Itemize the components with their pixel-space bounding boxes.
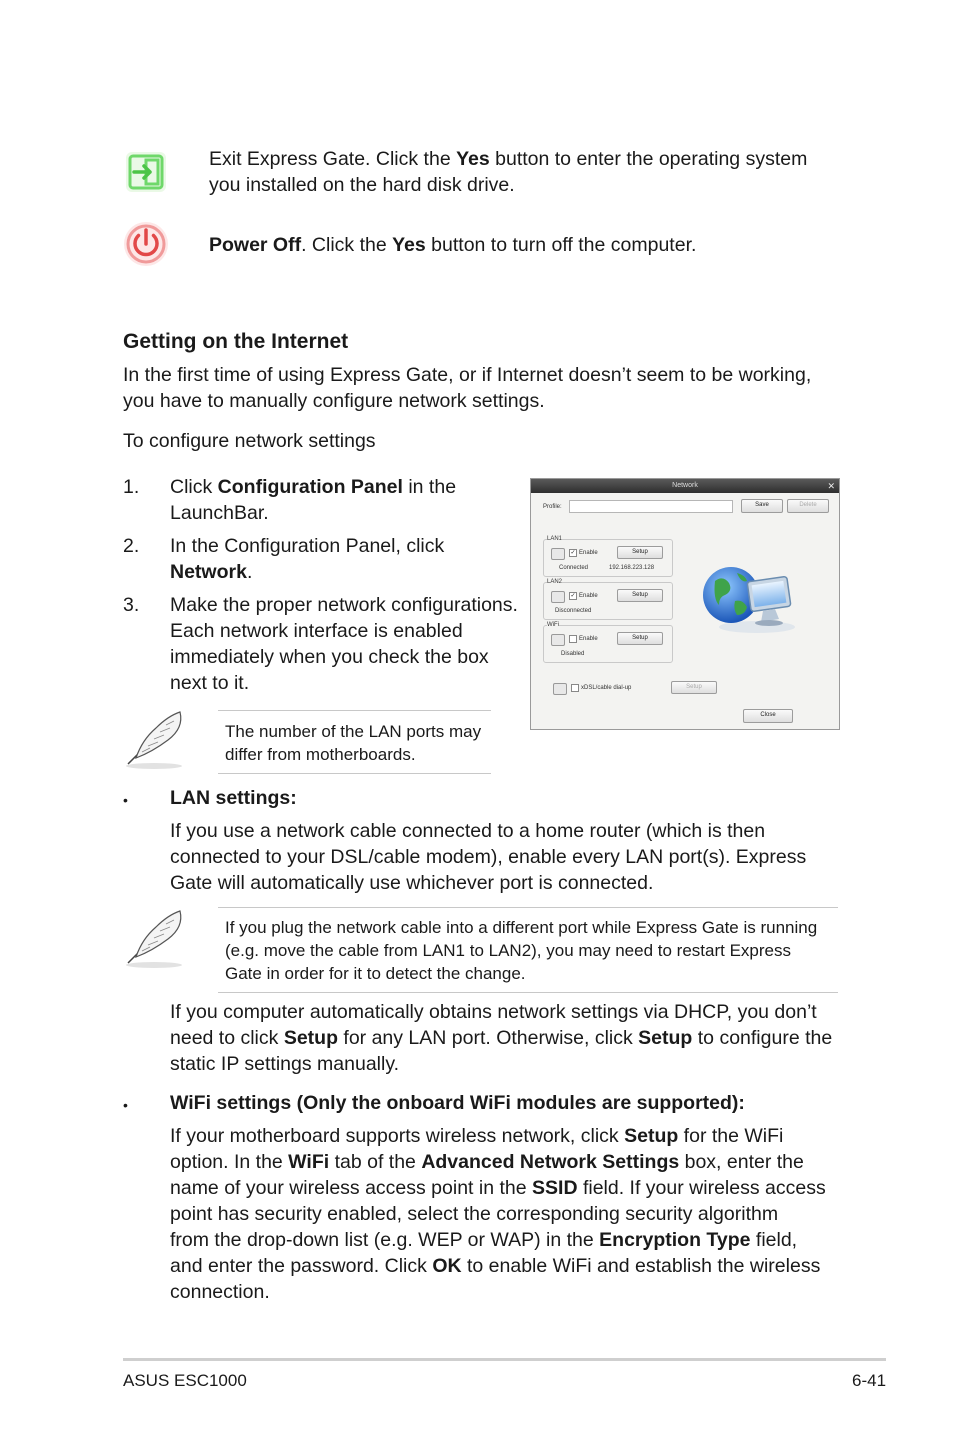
note-text: differ from motherboards. <box>225 745 416 764</box>
lan2-label: LAN2 <box>547 579 563 585</box>
power-off-icon <box>122 220 170 268</box>
lan-paragraph: connected to your DSL/cable modem), enable every LAN port(s). Express <box>170 846 807 868</box>
network-port-icon <box>551 591 565 603</box>
power-off-description: Power Off. Click the Yes button to turn off the computer. <box>209 234 697 256</box>
dsl-setup-button[interactable]: Setup <box>671 681 717 694</box>
configure-heading: To configure network settings <box>123 430 376 452</box>
note-feather-icon <box>122 706 186 772</box>
note-bottom-rule <box>218 992 838 993</box>
wifi-paragraph: If your motherboard supports wireless network, click Setup for the WiFi <box>170 1125 784 1147</box>
lan2-enable-label: Enable <box>579 593 598 599</box>
lan1-enable-label: Enable <box>579 550 598 556</box>
dsl-enable-checkbox[interactable] <box>571 684 579 692</box>
bullet: • <box>123 792 128 808</box>
note-top-rule <box>218 710 491 711</box>
exit-description: Exit Express Gate. Click the Yes button to enter the operating system <box>209 148 808 170</box>
dhcp-paragraph: If you computer automatically obtains network settings via DHCP, you don’t <box>170 1001 817 1023</box>
step-text: Each network interface is enabled <box>170 620 463 642</box>
wifi-paragraph: and enter the password. Click OK to enable WiFi and establish the wireless <box>170 1255 821 1277</box>
lan-paragraph: Gate will automatically use whichever port is connected. <box>170 872 654 894</box>
profile-label: Profile: <box>543 504 562 510</box>
step-text: Make the proper network configurations. <box>170 594 518 616</box>
wifi-paragraph: connection. <box>170 1281 270 1303</box>
exit-express-gate-icon <box>124 150 168 194</box>
network-port-icon <box>551 548 565 560</box>
wifi-paragraph: option. In the WiFi tab of the Advanced Network Settings box, enter the <box>170 1151 804 1173</box>
lan2-enable-checkbox[interactable]: ✓ <box>570 593 576 599</box>
close-button[interactable]: Close <box>743 709 793 723</box>
dsl-label: xDSL/cable dial-up <box>581 685 632 691</box>
wifi-status: Disabled <box>561 651 585 657</box>
lan2-setup-button[interactable]: Setup <box>617 589 663 602</box>
footer-page-number: 6-41 <box>852 1371 887 1390</box>
profile-select[interactable] <box>569 500 733 513</box>
intro-paragraph-line2: you have to manually configure network settings. <box>123 390 545 412</box>
lan2-status: Disconnected <box>555 608 592 614</box>
wifi-enable-checkbox[interactable] <box>569 635 577 643</box>
wifi-paragraph: point has security enabled, select the corresponding security algorithm <box>170 1203 779 1225</box>
dhcp-paragraph: need to click Setup for any LAN port. Otherwise, click Setup to configure the <box>170 1027 833 1049</box>
step-number: 3. <box>123 594 140 616</box>
note-top-rule <box>218 907 838 908</box>
section-title: Getting on the Internet <box>123 330 349 353</box>
wifi-paragraph: name of your wireless access point in the SSID field. If your wireless access <box>170 1177 826 1199</box>
network-window-screenshot <box>530 478 840 730</box>
step-text: immediately when you check the box <box>170 646 489 668</box>
lan1-status: Connected <box>559 565 589 571</box>
note-text: The number of the LAN ports may <box>225 722 482 741</box>
lan1-enable-checkbox[interactable]: ✓ <box>570 550 576 556</box>
exit-description-line2: you installed on the hard disk drive. <box>209 174 515 196</box>
network-globe-icon <box>697 557 797 637</box>
bullet: • <box>123 1097 128 1113</box>
wifi-settings-heading: WiFi settings (Only the onboard WiFi modules are supported): <box>170 1092 745 1114</box>
lan1-ip: 192.168.223.128 <box>609 565 655 571</box>
note-text: Gate in order for it to detect the change. <box>225 964 526 983</box>
delete-button[interactable]: Delete <box>787 499 829 513</box>
dhcp-paragraph: static IP settings manually. <box>170 1053 400 1075</box>
step-text: Click Configuration Panel in the <box>170 476 457 498</box>
note-feather-icon <box>122 905 186 971</box>
lan-settings-heading: LAN settings: <box>170 787 297 809</box>
lan-paragraph: If you use a network cable connected to a home router (which is then <box>170 820 766 842</box>
intro-paragraph-line1: In the first time of using Express Gate, or if Internet doesn’t seem to be working, <box>123 364 812 386</box>
wifi-setup-button[interactable]: Setup <box>617 632 663 645</box>
wifi-paragraph: from the drop-down list (e.g. WEP or WAP) in the Encryption Type field, <box>170 1229 798 1251</box>
footer-product: ASUS ESC1000 <box>123 1371 247 1390</box>
wifi-label: WiFi <box>547 622 559 628</box>
lan1-setup-button[interactable]: Setup <box>617 546 663 559</box>
dsl-icon <box>553 683 567 695</box>
step-number: 1. <box>123 476 140 498</box>
step-text: In the Configuration Panel, click <box>170 535 445 557</box>
save-button[interactable]: Save <box>741 499 783 513</box>
note-text: (e.g. move the cable from LAN1 to LAN2), you may need to restart Express <box>225 941 791 960</box>
wifi-icon <box>551 634 565 646</box>
window-title: Network <box>531 479 839 493</box>
footer-rule <box>123 1358 886 1361</box>
wifi-enable-label: Enable <box>579 636 598 642</box>
note-text: If you plug the network cable into a different port while Express Gate is running <box>225 918 818 937</box>
step-text: LaunchBar. <box>170 502 269 524</box>
step-text: next to it. <box>170 672 250 694</box>
close-icon[interactable]: ✕ <box>827 481 835 491</box>
lan1-label: LAN1 <box>547 536 563 542</box>
step-number: 2. <box>123 535 140 557</box>
step-text: Network. <box>170 561 253 583</box>
note-bottom-rule <box>218 773 491 774</box>
